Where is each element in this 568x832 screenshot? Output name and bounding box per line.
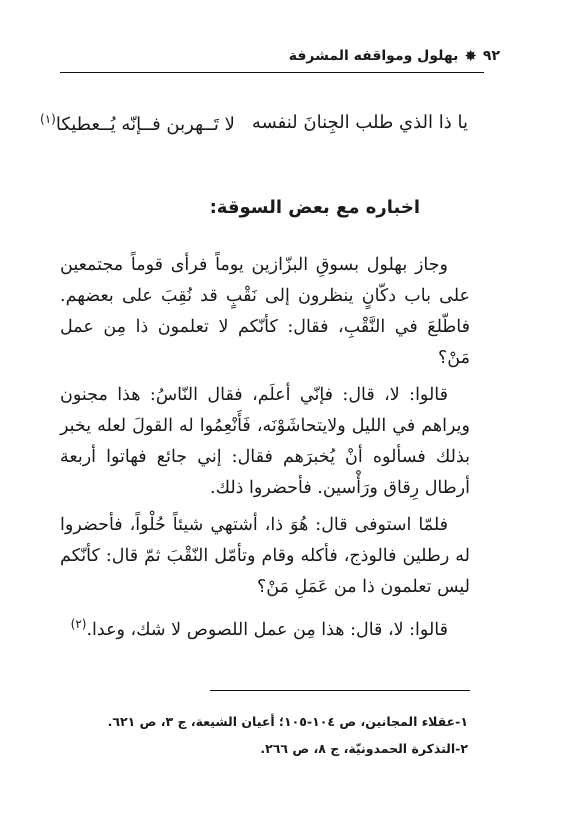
- verse-hemistich-left-wrap: [40, 112, 235, 135]
- header-divider: [60, 72, 484, 73]
- footnote-1: ١-عقلاء المجانين، ص ١٠٤-١٠٥؛ أعيان الشيعة، ج ٣، ص ٦٢١.: [107, 714, 468, 729]
- footnote-ref-1: (١): [40, 112, 56, 126]
- running-header: [289, 48, 500, 64]
- footnote-2: ٢-التذكرة الحمدونيّة، ج ٨، ص ٢٦٦.: [260, 741, 468, 756]
- running-title: بهلول ومواقفه المشرفة: [288, 48, 459, 64]
- poem-verse: [40, 112, 468, 135]
- verse-hemistich-right: يا ذا الذي طلب الجِنانَ لنفسه: [251, 112, 468, 133]
- star-ornament-icon: ✸: [464, 46, 477, 65]
- footnotes: [98, 708, 468, 762]
- section-heading: اخباره مع بعض السوقة:: [209, 197, 420, 218]
- page-number: ٩٢: [482, 48, 500, 64]
- verse-hemistich-left: لا تَــهربن فــإنّه يُــعطيكا: [55, 114, 235, 135]
- footnote-ref-2: (٢): [70, 617, 87, 631]
- paragraph-3: فلمّا استوفى قال: هُوَ ذا، أشتهي شيئاً حُلْواً، فأحضروا له رطلين فالوذج، فأكله وقام وتأمّل النّقْبَ ثمّ قال: كأنّكم ليس تعلمون ذا من عَمَلِ مَنْ؟: [60, 515, 470, 597]
- paragraph-1: وجاز بهلول بسوقِ البزّازين يوماً فرأى قوماً مجتمعين على باب دكّانٍ ينظرون إلى نَقْبٍ قد نُقِبَ على بعضهم. فاطّلعَ في النَّقْبِ، فقال: كأنّكم لا تعلمون ذا مِن عمل مَنْ؟: [60, 255, 470, 368]
- paragraph-4: قالوا: لا، قال: هذا مِن عمل اللصوص لا شك، وعدا.: [86, 619, 448, 640]
- body-text: [60, 250, 470, 652]
- paragraph-2: قالوا: لا، قال: فإنّي أعلَم، فقال النّاسُ: هذا مجنون ويراهم في الليل ولايتحاشَوْنَه، فَأَنْعِمُوا له القولَ لعله يخبر بذلك فسألوه أنْ يُخبرَهم فقال: إني جائع فهاتوا أربعة أرطال رِقاق ورَأْسين. فأحضروا ذلك.: [60, 385, 470, 498]
- paragraph-4-wrap: [60, 609, 470, 646]
- footnote-divider: [210, 690, 470, 691]
